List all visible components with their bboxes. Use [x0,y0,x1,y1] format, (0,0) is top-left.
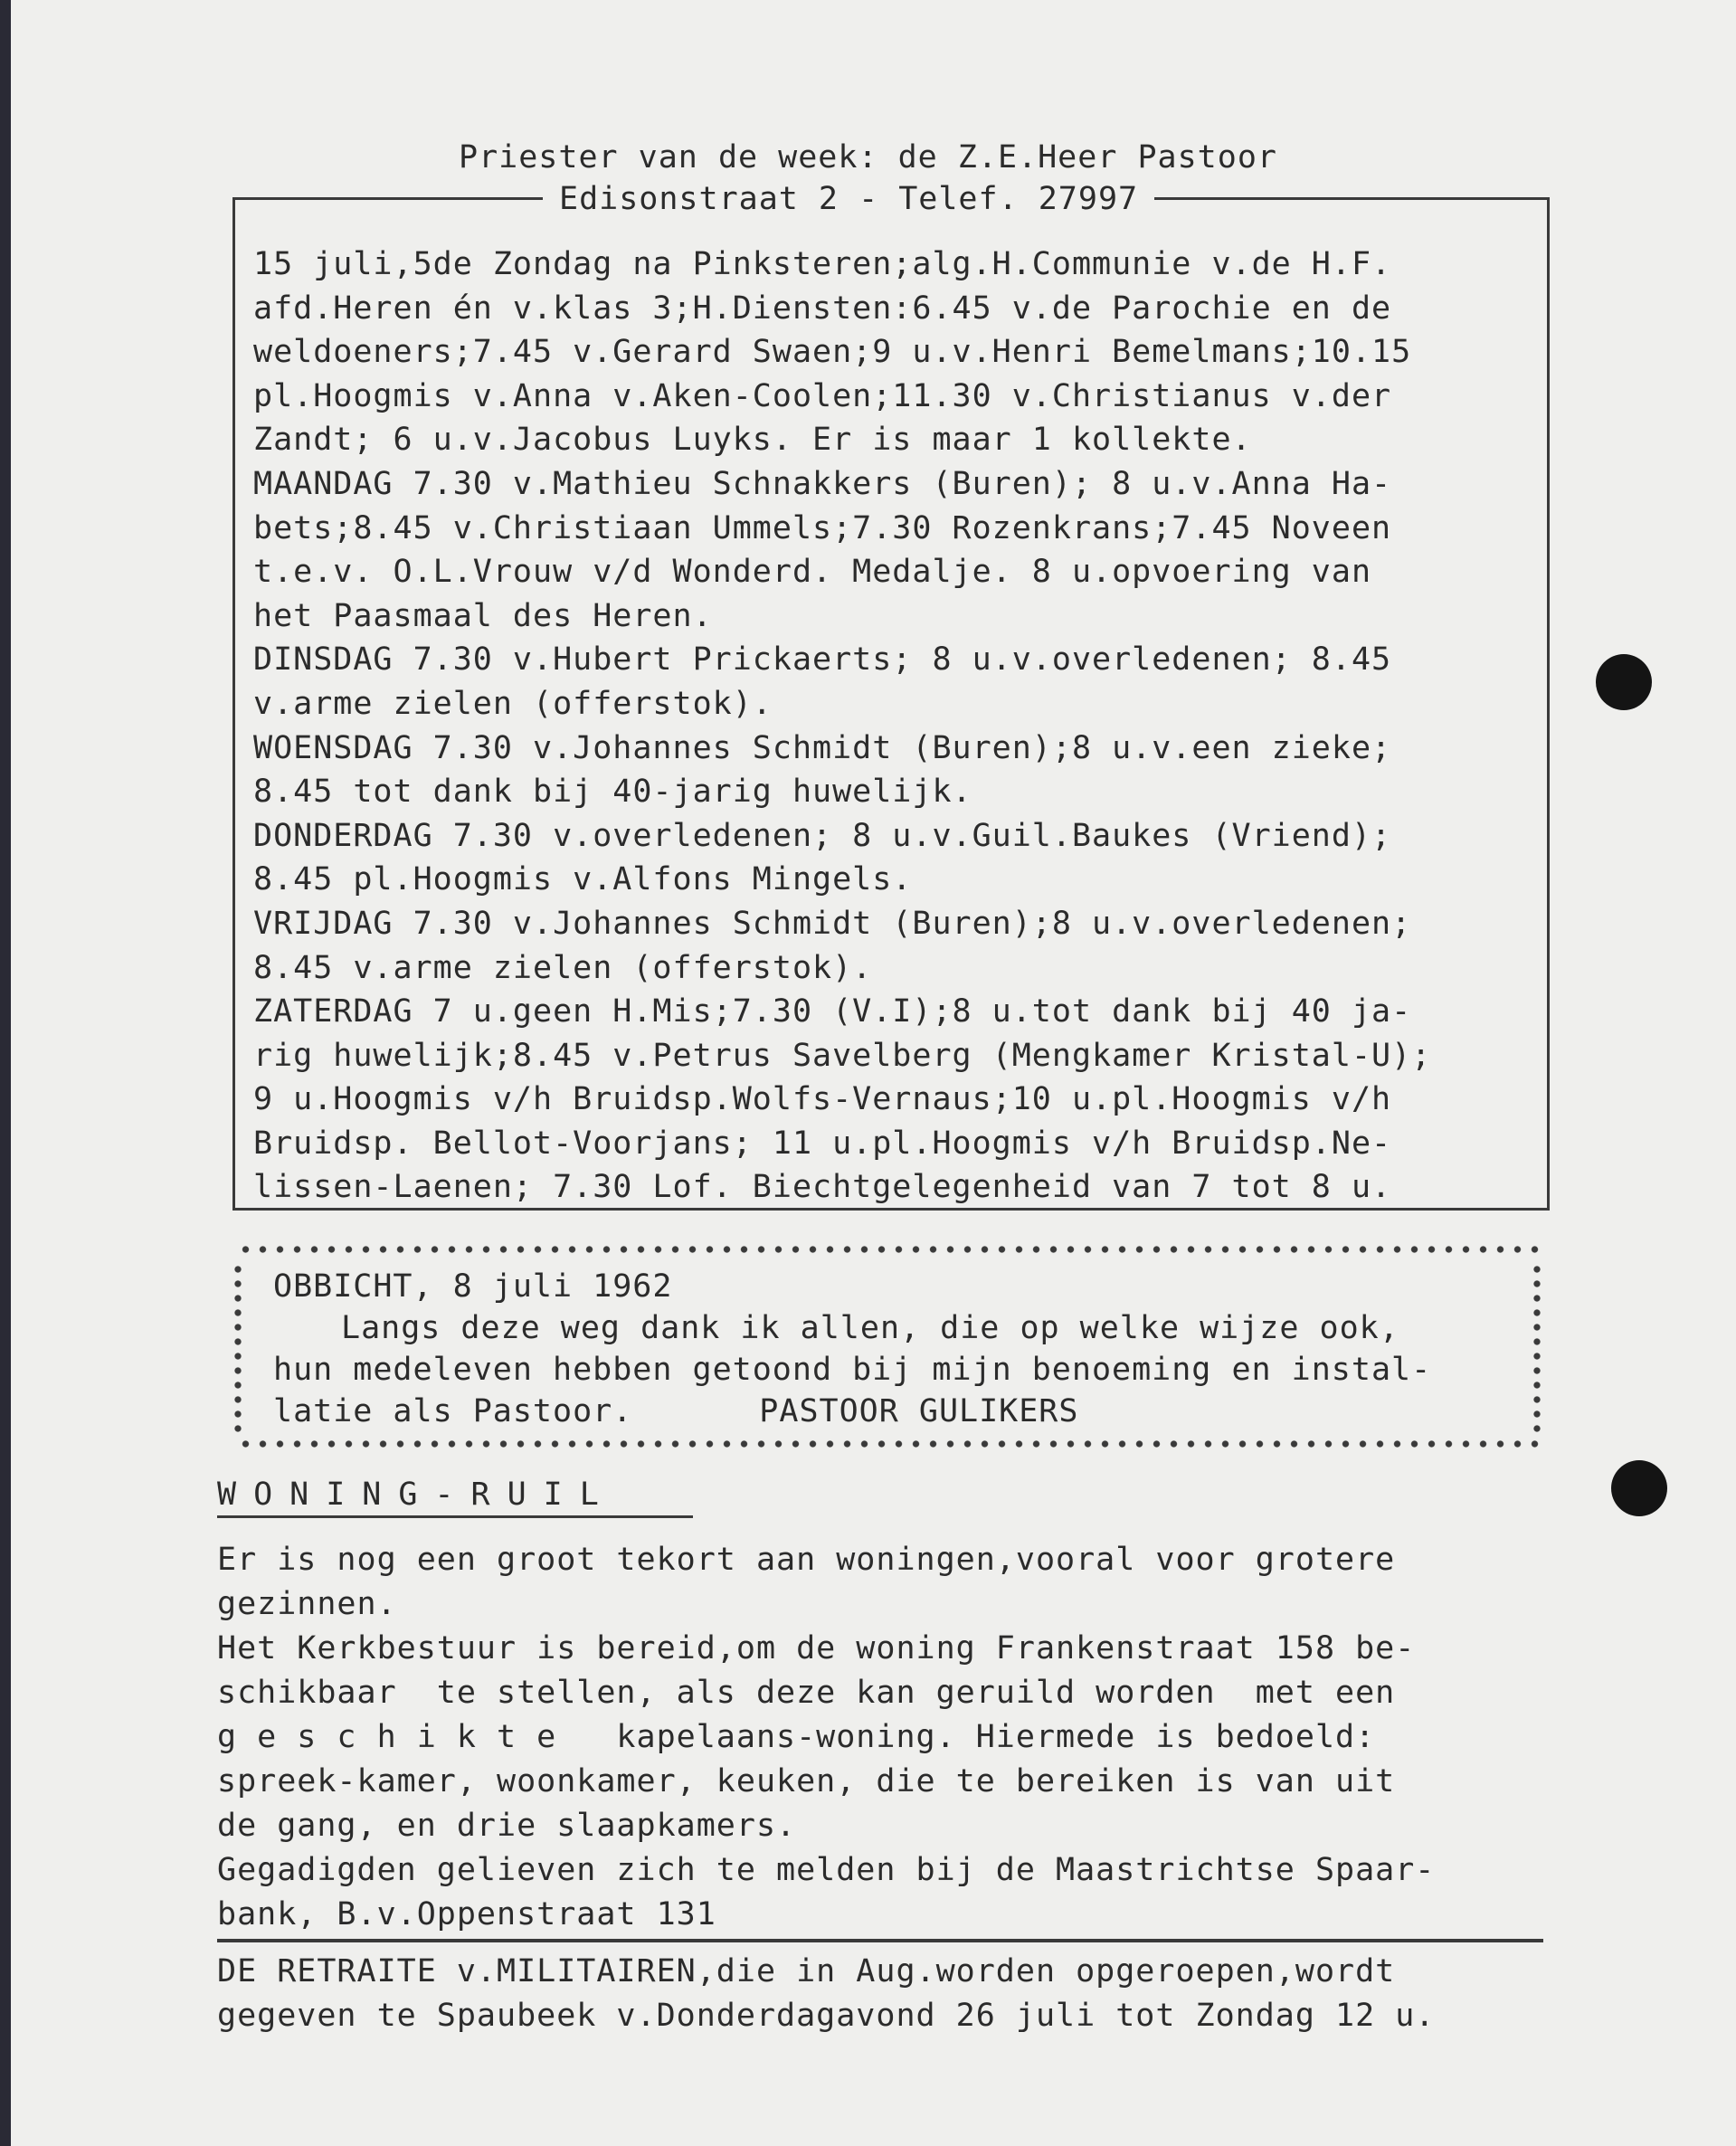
retraite-line: gegeven te Spaubeek v.Donderdagavond 26 juli tot Zondag 12 u. [217,1998,1436,2034]
woning-line: Gegadigden gelieven zich te melden bij de Maastrichtse Spaar- [217,1852,1436,1888]
dotted-border-top [237,1244,1540,1255]
schedule-line: v.arme zielen (offerstok). [253,685,773,722]
section-separator-rule [217,1939,1543,1942]
schedule-line: WOENSDAG 7.30 v.Johannes Schmidt (Buren);8 u.v.een zieke; [253,729,1392,766]
schedule-line: t.e.v. O.L.Vrouw v/d Wonderd. Medalje. 8 u.opvoering van [253,554,1372,591]
dotted-border-right [1532,1262,1542,1434]
notice-line: latie als Pastoor. [273,1393,633,1429]
notice-line: Langs deze weg dank ik allen, die op welke wijze ook, [341,1310,1399,1346]
woning-line: Er is nog een groot tekort aan woningen,vooral voor grotere [217,1542,1396,1578]
schedule-line: MAANDAG 7.30 v.Mathieu Schnakkers (Buren); 8 u.v.Anna Ha- [253,465,1392,502]
woning-line: g e s c h i k t e kapelaans-woning. Hiermede is bedoeld: [217,1719,1376,1755]
schedule-line: het Paasmaal des Heren. [253,597,713,634]
schedule-line: 8.45 tot dank bij 40-jarig huwelijk. [253,774,972,811]
punch-hole [1611,1460,1667,1516]
retraite-notice [217,1950,1556,2038]
pastor-thanks-notice [273,1266,1522,1432]
schedule-line: 9 u.Hoogmis v/h Bruidsp.Wolfs-Vernaus;10 u.pl.Hoogmis v/h [253,1081,1392,1118]
woning-line: schikbaar te stellen, als deze kan geruild worden met een [217,1675,1396,1711]
schedule-line: lissen-Laenen; 7.30 Lof. Biechtgelegenheid van 7 tot 8 u. [253,1169,1392,1206]
schedule-line: 8.45 pl.Hoogmis v.Alfons Mingels. [253,861,913,898]
schedule-line: 15 juli,5de Zondag na Pinksteren;alg.H.Communie v.de H.F. [253,246,1392,282]
notice-place-date: OBBICHT, 8 juli 1962 [273,1268,673,1305]
woning-ruil-text [217,1538,1556,1937]
heading-underline [217,1515,693,1518]
dotted-border-bottom [237,1439,1540,1449]
priest-of-week-line: Priester van de week: de Z.E.Heer Pastoor [459,139,1277,176]
woning-line: bank, B.v.Oppenstraat 131 [217,1896,716,1932]
schedule-line: weldoeners;7.45 v.Gerard Swaen;9 u.v.Henri Bemelmans;10.15 [253,334,1412,371]
notice-signature: PASTOOR GULIKERS [759,1393,1079,1429]
mass-schedule-text [253,242,1538,1210]
schedule-line: 8.45 v.arme zielen (offerstok). [253,949,873,986]
schedule-line: pl.Hoogmis v.Anna v.Aken-Coolen;11.30 v.Christianus v.der [253,377,1392,414]
schedule-line: VRIJDAG 7.30 v.Johannes Schmidt (Buren);8 u.v.overledenen; [253,905,1412,942]
priest-address-phone-line: Edisonstraat 2 - Telef. 27997 [543,179,1154,219]
woning-line: Het Kerkbestuur is bereid,om de woning Frankenstraat 158 be- [217,1630,1416,1666]
schedule-line: bets;8.45 v.Christiaan Ummels;7.30 Rozenkrans;7.45 Noveen [253,509,1392,546]
schedule-line: afd.Heren én v.klas 3;H.Diensten:6.45 v.de Parochie en de [253,290,1392,327]
woning-line: gezinnen. [217,1586,397,1622]
schedule-line: ZATERDAG 7 u.geen H.Mis;7.30 (V.I);8 u.tot dank bij 40 ja- [253,993,1412,1030]
woning-line: spreek-kamer, woonkamer, keuken, die te bereiken is van uit [217,1763,1396,1799]
binder-spine-edge [0,0,11,2146]
schedule-line: DINSDAG 7.30 v.Hubert Prickaerts; 8 u.v.overledenen; 8.45 [253,641,1392,679]
schedule-line: DONDERDAG 7.30 v.overledenen; 8 u.v.Guil.Baukes (Vriend); [253,817,1392,854]
dotted-border-left [232,1262,243,1434]
schedule-line: Bruidsp. Bellot-Voorjans; 11 u.pl.Hoogmis v/h Bruidsp.Ne- [253,1125,1392,1162]
retraite-line: DE RETRAITE v.MILITAIREN,die in Aug.worden opgeroepen,wordt [217,1953,1396,1989]
woning-line: de gang, en drie slaapkamers. [217,1808,797,1844]
schedule-line: rig huwelijk;8.45 v.Petrus Savelberg (Mengkamer Kristal-U); [253,1037,1432,1074]
notice-line: hun medeleven hebben getoond bij mijn benoeming en instal- [273,1352,1432,1388]
punch-hole [1596,654,1652,710]
woning-ruil-heading: WONING-RUIL [217,1477,616,1513]
schedule-line: Zandt; 6 u.v.Jacobus Luyks. Er is maar 1 kollekte. [253,422,1252,459]
